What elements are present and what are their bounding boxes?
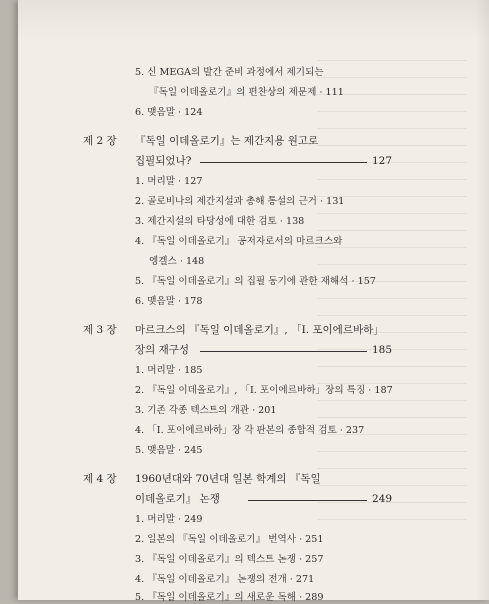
toc-entry-c1-5b: 『독일 이데올로기』의 편찬상의 제문제 · 111 [149,87,344,98]
chapter-2-leader-rule [200,162,367,163]
chapter-2-title-line1: 『독일 이데올로기』는 제간지용 원고로 [135,135,319,147]
chapter-2-label: 제 2 장 [83,135,117,147]
chapter-2-title-line2: 집필되었나? [135,155,192,167]
chapter-2-page: 127 [372,155,393,167]
show-through-text [317,60,467,520]
toc-entry-c3-3: 3. 기존 각종 텍스트의 개관 · 201 [135,405,277,416]
toc-entry-c3-2: 2. 『독일 이데올로기』, 「I. 포이에르바하」장의 특징 · 187 [135,385,393,396]
chapter-3-title-line2: 장의 재구성 [135,344,190,356]
toc-entry-c4-2: 2. 일본의 『독일 이데올로기』 번역사 · 251 [135,534,324,545]
chapter-4-title-line2: 이데올로기』 논쟁 [135,493,220,505]
toc-entry-c2-3: 3. 제간지설의 타당성에 대한 검토 · 138 [135,216,305,227]
chapter-4-label: 제 4 장 [83,473,117,485]
chapter-4-leader-rule [248,500,367,501]
toc-entry-c4-1: 1. 머리말 · 249 [135,514,203,525]
toc-entry-c4-3: 3. 『독일 이데올로기』의 텍스트 논쟁 · 257 [135,554,324,565]
toc-entry-c3-5: 5. 맺음말 · 245 [135,445,203,456]
chapter-3-leader-rule [200,351,367,352]
page-shade [18,0,489,40]
chapter-4-page: 249 [372,493,393,505]
toc-entry-c4-4: 4. 『독일 이데올로기』 논쟁의 전개 · 271 [135,574,315,585]
toc-entry-c2-1: 1. 머리말 · 127 [135,176,203,187]
chapter-4-title-line1: 1960년대와 70년대 일본 학계의 『독일 [135,473,321,485]
toc-entry-c2-4b: 엥겔스 · 148 [149,256,205,267]
toc-entry-c2-6: 6. 맺음말 · 178 [135,296,203,307]
toc-entry-c1-5a: 5. 신 MEGA의 발간 준비 과정에서 제기되는 [135,67,324,78]
book-page [18,0,489,603]
toc-entry-c4-5: 5. 『독일 이데올로기』의 새로운 독해 · 289 [135,592,324,603]
toc-entry-c2-4a: 4. 『독일 이데올로기』 공저자로서의 마르크스와 [135,236,343,247]
toc-entry-c3-4: 4. 「I. 포이에르바하」장 각 판본의 종합적 검토 · 237 [135,425,365,436]
toc-entry-c1-6: 6. 맺음말 · 124 [135,107,203,118]
chapter-3-page: 185 [372,344,393,356]
toc-entry-c2-5: 5. 『독일 이데올로기』의 집필 동기에 관한 재해석 · 157 [135,276,376,287]
toc-entry-c2-2: 2. 골로비나의 제간지설과 총해 통설의 근거 · 131 [135,196,345,207]
chapter-3-title-line1: 마르크스의 『독일 이데올로기』, 「I. 포이에르바하」 [135,324,384,336]
toc-entry-c3-1: 1. 머리말 · 185 [135,365,203,376]
chapter-3-label: 제 3 장 [83,324,117,336]
